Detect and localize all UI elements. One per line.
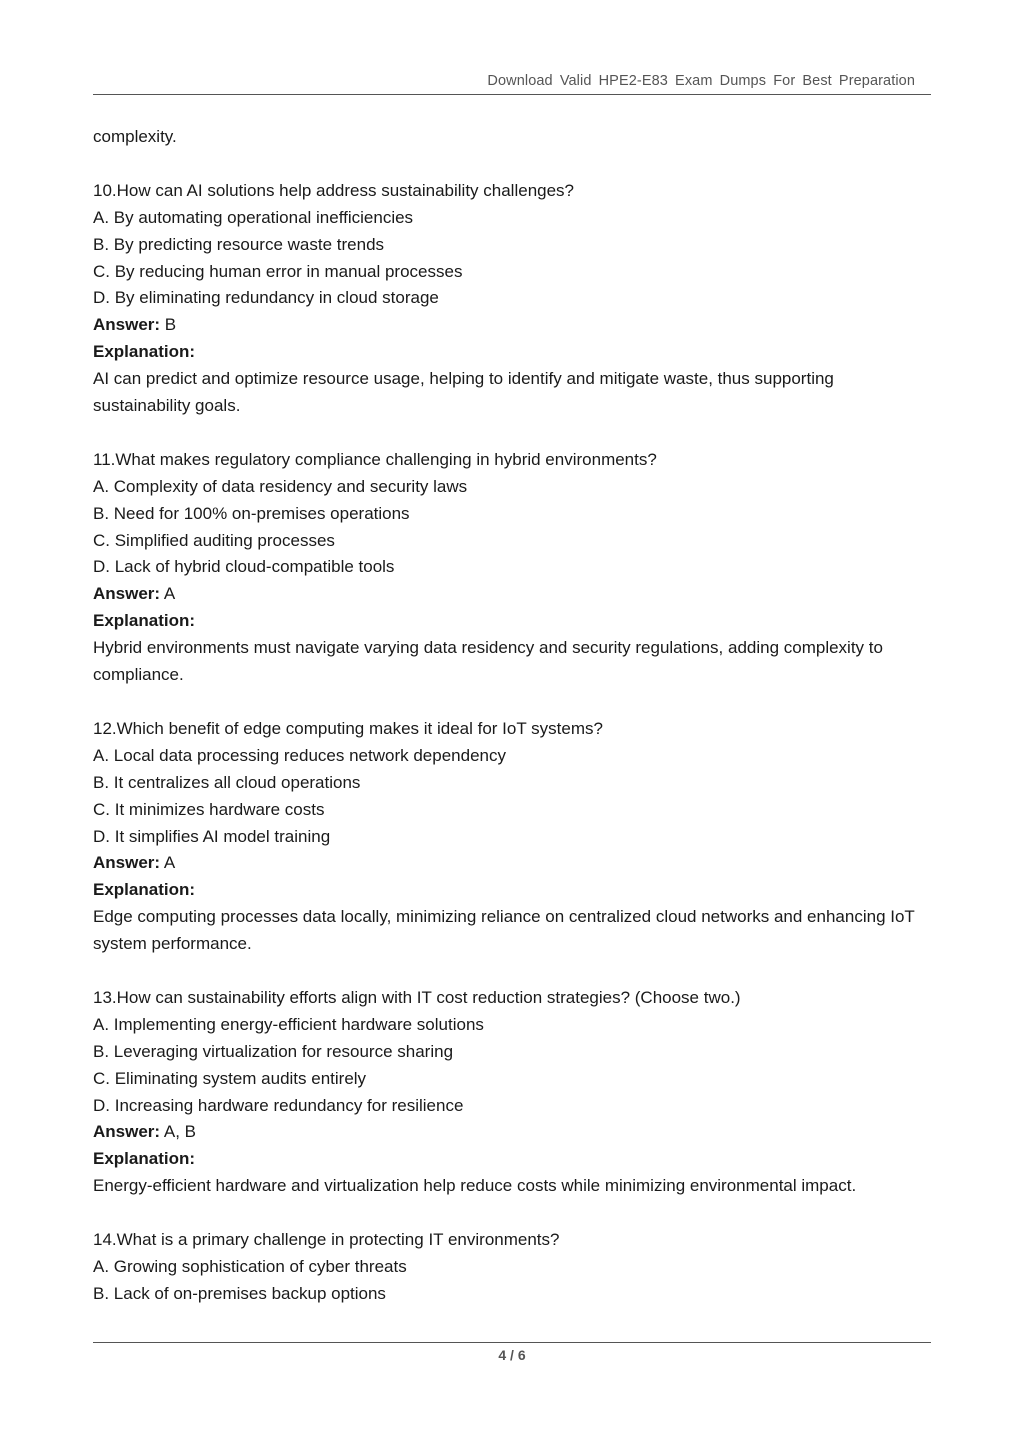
explanation-label: Explanation: [93,1149,196,1169]
answer-label: Answer: [93,584,161,604]
question-block-10 [93,178,933,420]
page-header [93,73,931,95]
question-text: 13.How can sustainability efforts align with IT cost reduction strategies? (Choose two.) [93,987,741,1007]
question-block-14 [93,1227,933,1308]
option-d: D. It simplifies AI model training [93,826,331,846]
option-d: D. Increasing hardware redundancy for resilience [93,1095,464,1115]
question-text: 11.What makes regulatory compliance challenging in hybrid environments? [93,449,657,469]
answer-line [93,581,933,608]
answer-value: A [160,584,176,604]
option-c: C. Simplified auditing processes [93,530,335,550]
question-text: 12.Which benefit of edge computing makes it ideal for IoT systems? [93,718,603,738]
answer-label: Answer: [93,1122,161,1142]
option-c: C. Eliminating system audits entirely [93,1068,367,1088]
header-text: Download Valid HPE2-E83 Exam Dumps For Best Preparation [487,73,915,89]
answer-label: Answer: [93,315,161,335]
question-block-13 [93,985,933,1200]
question-block-12 [93,716,933,958]
option-a: A. Local data processing reduces network dependency [93,745,506,765]
carryover-text: complexity. [93,127,177,146]
answer-value: A, B [160,1122,196,1142]
option-d: D. Lack of hybrid cloud-compatible tools [93,557,395,577]
question-text: 14.What is a primary challenge in protecting IT environments? [93,1230,560,1250]
answer-line [93,1119,933,1146]
option-a: A. Implementing energy-efficient hardware solutions [93,1014,484,1034]
option-b: B. Need for 100% on-premises operations [93,503,410,523]
answer-label: Answer: [93,853,161,873]
explanation-label: Explanation: [93,880,196,900]
option-b: B. By predicting resource waste trends [93,234,385,254]
explanation-label: Explanation: [93,611,196,631]
answer-line [93,850,933,877]
page-footer [93,1342,931,1363]
option-c: C. By reducing human error in manual processes [93,261,463,281]
option-a: A. By automating operational inefficiencies [93,207,414,227]
page-content [93,124,933,1308]
option-d: D. By eliminating redundancy in cloud storage [93,288,439,308]
answer-value: B [160,315,177,335]
option-a: A. Complexity of data residency and security laws [93,476,468,496]
explanation-text: AI can predict and optimize resource usage, helping to identify and mitigate waste, thus supporting sustainability goals. [93,369,834,416]
answer-line [93,312,933,339]
option-b: B. It centralizes all cloud operations [93,772,361,792]
option-b: B. Leveraging virtualization for resource sharing [93,1041,454,1061]
option-a: A. Growing sophistication of cyber threats [93,1256,407,1276]
page-number: 4 / 6 [498,1347,526,1363]
explanation-text: Energy-efficient hardware and virtualization help reduce costs while minimizing environmental impact. [93,1176,857,1196]
explanation-text: Hybrid environments must navigate varying data residency and security regulations, adding complexity to compliance. [93,638,883,685]
question-block-11 [93,447,933,689]
answer-value: A [160,853,176,873]
option-b: B. Lack of on-premises backup options [93,1283,386,1303]
question-text: 10.How can AI solutions help address sustainability challenges? [93,180,575,200]
explanation-text: Edge computing processes data locally, minimizing reliance on centralized cloud networks and enhancing IoT system performance. [93,907,915,954]
option-c: C. It minimizes hardware costs [93,799,325,819]
explanation-label: Explanation: [93,342,196,362]
